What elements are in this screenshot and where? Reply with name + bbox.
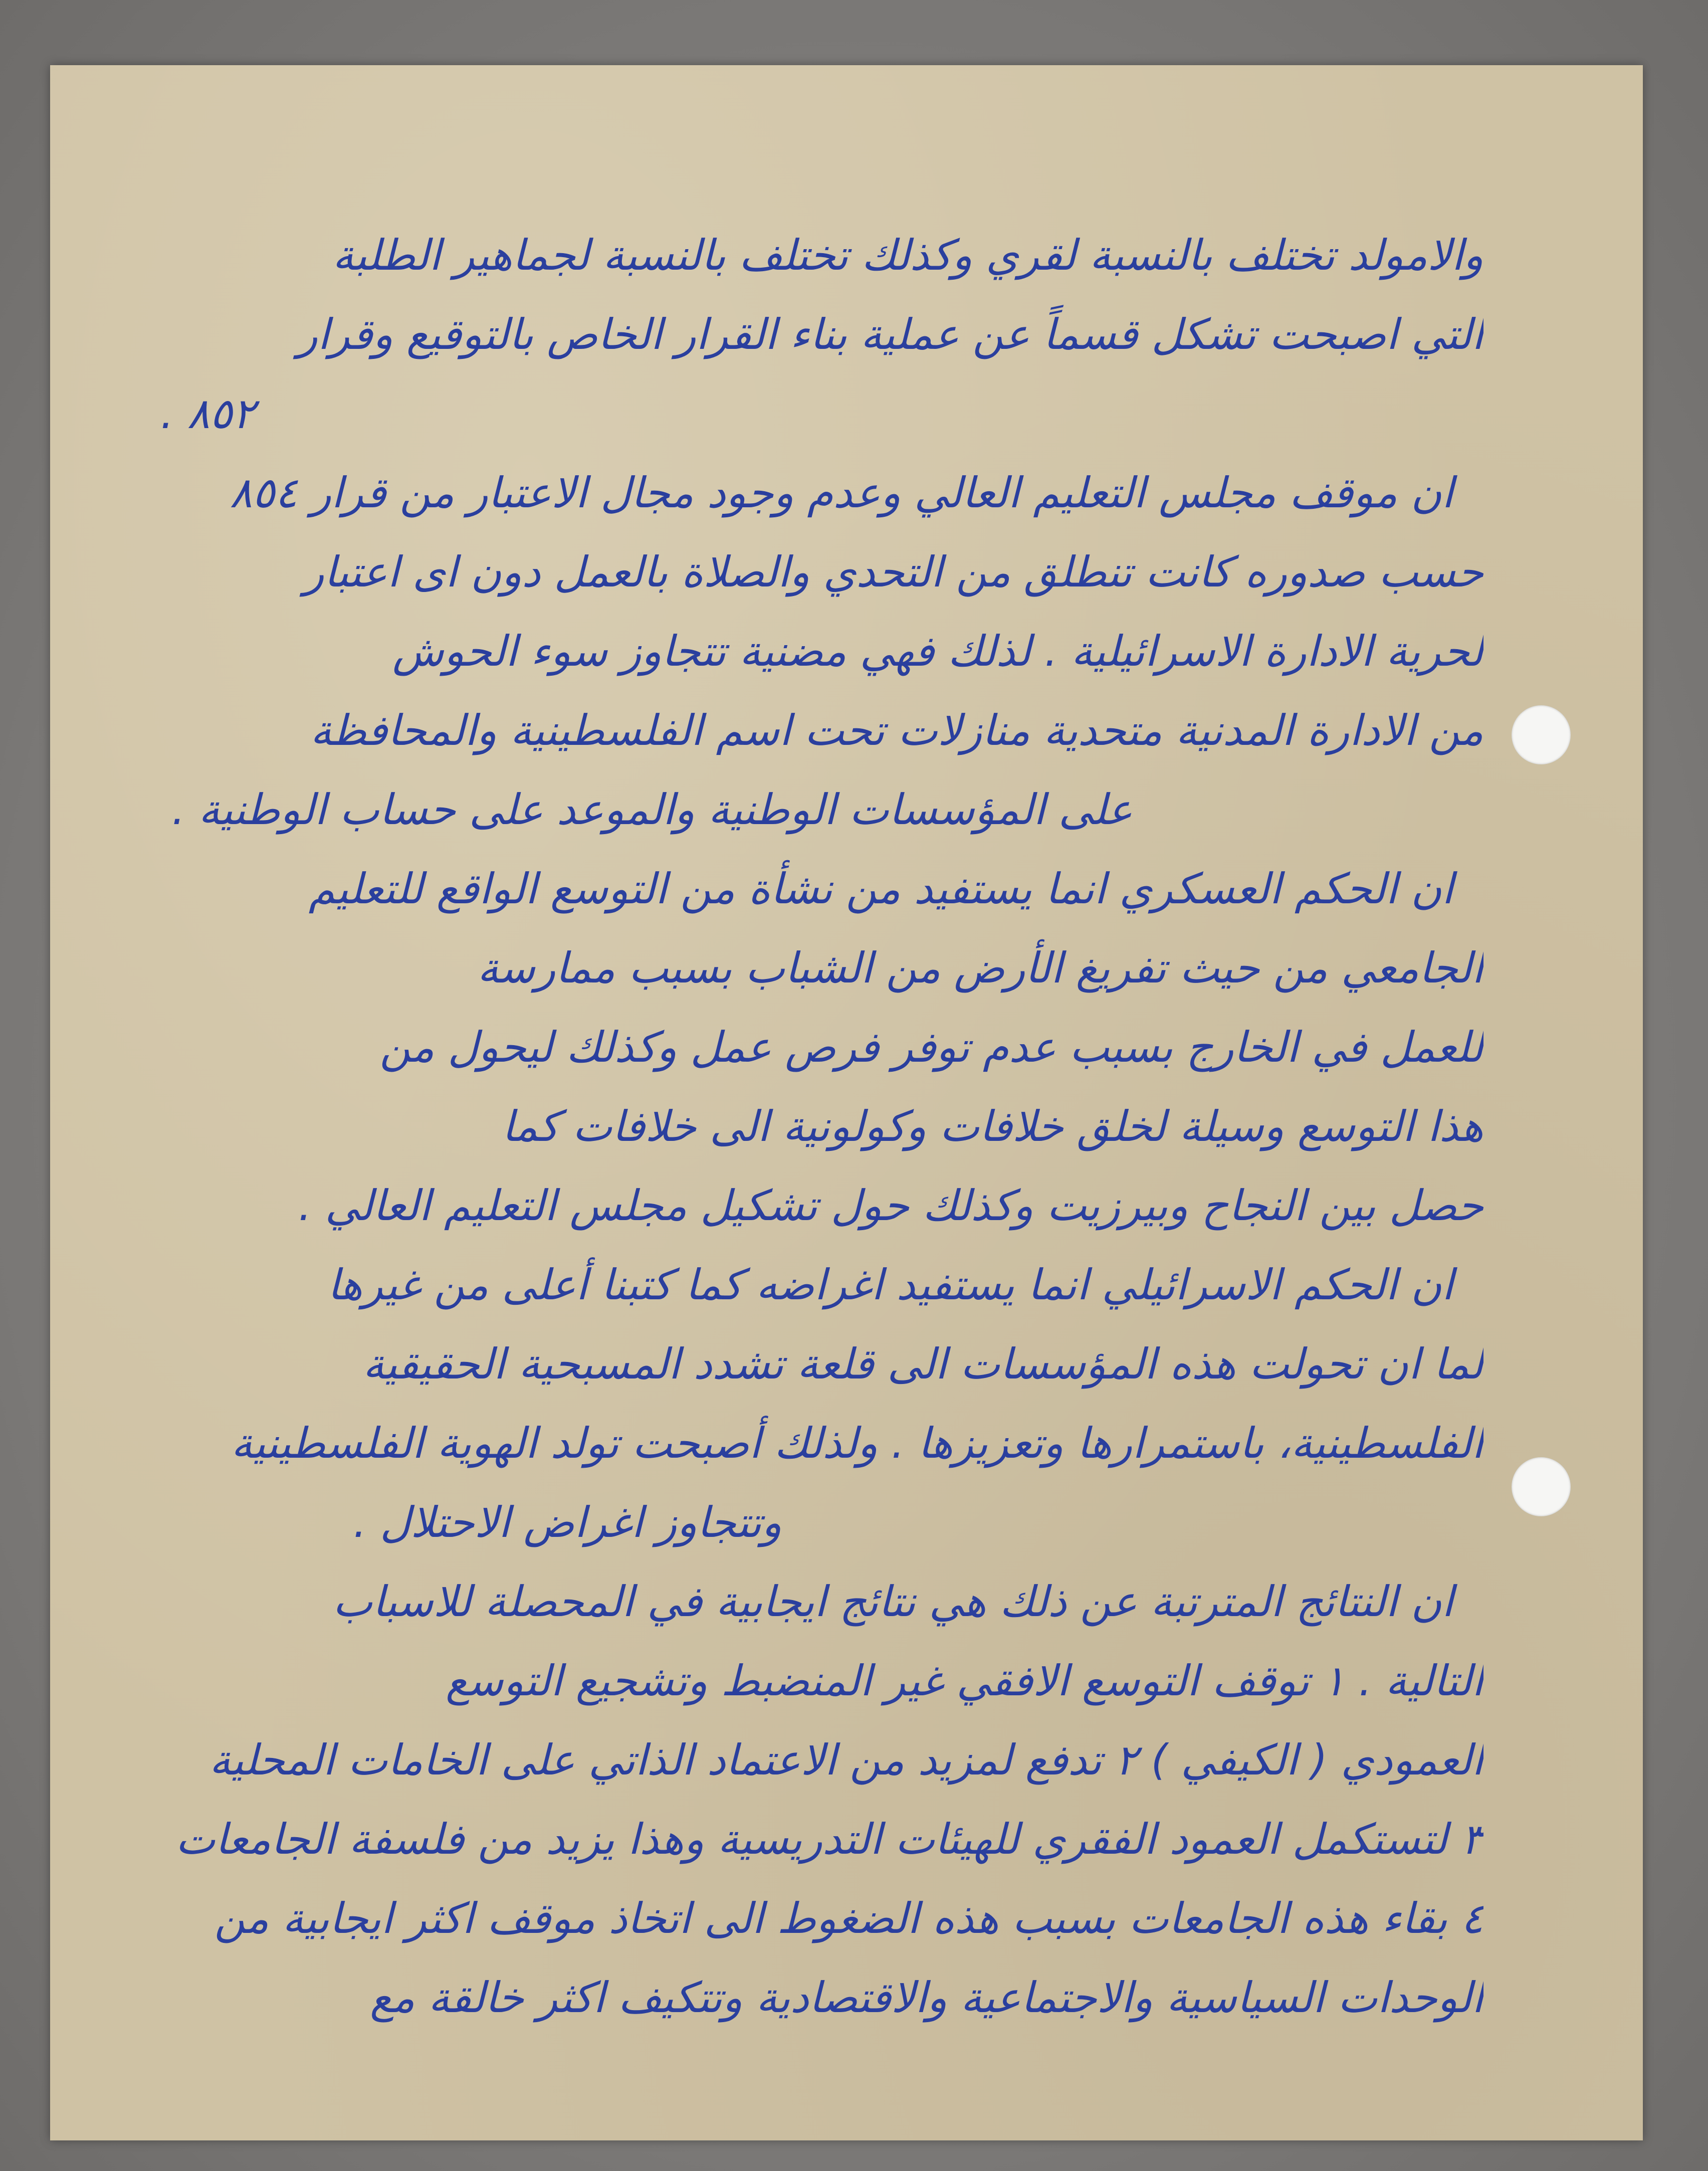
text-line: التي اصبحت تشكل قسماً عن عملية بناء القرار الخاص بالتوقيع وقرار xyxy=(297,310,1483,359)
handwritten-page xyxy=(50,65,1643,2140)
text-line: وتتجاوز اغراض الاحتلال . xyxy=(353,1498,782,1547)
punch-hole-lower xyxy=(1512,1457,1571,1516)
text-line: ان موقف مجلس التعليم العالي وعدم وجود مجال الاعتبار من قرار ٨٥٤ xyxy=(230,468,1453,517)
text-line: على المؤسسات الوطنية والموعد على حساب الوطنية . xyxy=(171,785,1133,834)
text-line: الفلسطينية، باستمرارها وتعزيزها . ولذلك أصبحت تولد الهوية الفلسطينية xyxy=(231,1419,1483,1468)
text-line: ٨٥٢ . xyxy=(160,389,255,438)
punch-hole-upper xyxy=(1512,705,1571,764)
text-line: ان الحكم العسكري انما يستفيد من نشأة من التوسع الواقع للتعليم xyxy=(308,864,1453,913)
text-line: للعمل في الخارج بسبب عدم توفر فرص عمل وكذلك ليحول من xyxy=(379,1023,1483,1072)
text-line: الجامعي من حيث تفريغ الأرض من الشباب بسبب ممارسة xyxy=(477,943,1483,993)
text-line: التالية . ١ توقف التوسع الافقي غير المنضبط وتشجيع التوسع xyxy=(446,1656,1483,1705)
handwritten-text-block xyxy=(160,216,1483,2037)
text-line: ٤ بقاء هذه الجامعات بسبب هذه الضغوط الى اتخاذ موقف اكثر ايجابية من xyxy=(214,1894,1483,1943)
text-line: حسب صدوره كانت تنطلق من التحدي والصلاة بالعمل دون ای اعتبار xyxy=(304,547,1483,597)
text-line: من الادارة المدنية متحدية منازلات تحت اسم الفلسطينية والمحافظة xyxy=(310,706,1483,755)
text-line: ان الحكم الاسرائيلي انما يستفيد اغراضه كما كتبنا أعلى من غيرها xyxy=(327,1260,1453,1309)
text-line: حصل بين النجاح وبيرزيت وكذلك حول تشكيل مجلس التعليم العالي . xyxy=(298,1181,1483,1230)
text-line: ان النتائج المترتبة عن ذلك هي نتائج ايجابية في المحصلة للاسباب xyxy=(333,1577,1453,1626)
text-line: والامولد تختلف بالنسبة لقري وكذلك تختلف بالنسبة لجماهير الطلبة xyxy=(332,231,1483,280)
text-line: لحرية الادارة الاسرائيلية . لذلك فهي مضنية تتجاوز سوء الحوش xyxy=(392,627,1483,676)
text-line: العمودي ( الكيفي ) ٢ تدفع لمزيد من الاعتماد الذاتي على الخامات المحلية xyxy=(209,1735,1483,1785)
text-line: لما ان تحولت هذه المؤسسات الى قلعة تشدد المسبحية الحقيقية xyxy=(363,1339,1483,1389)
text-line: الوحدات السياسية والاجتماعية والاقتصادية وتتكيف اكثر خالقة مع xyxy=(370,1973,1483,2022)
text-line: ٣ لتستكمل العمود الفقري للهيئات التدريسية وهذا يزيد من فلسفة الجامعات xyxy=(175,1815,1483,1864)
text-line: هذا التوسع وسيلة لخلق خلافات وكولونية الى خلافات كما xyxy=(502,1102,1483,1151)
